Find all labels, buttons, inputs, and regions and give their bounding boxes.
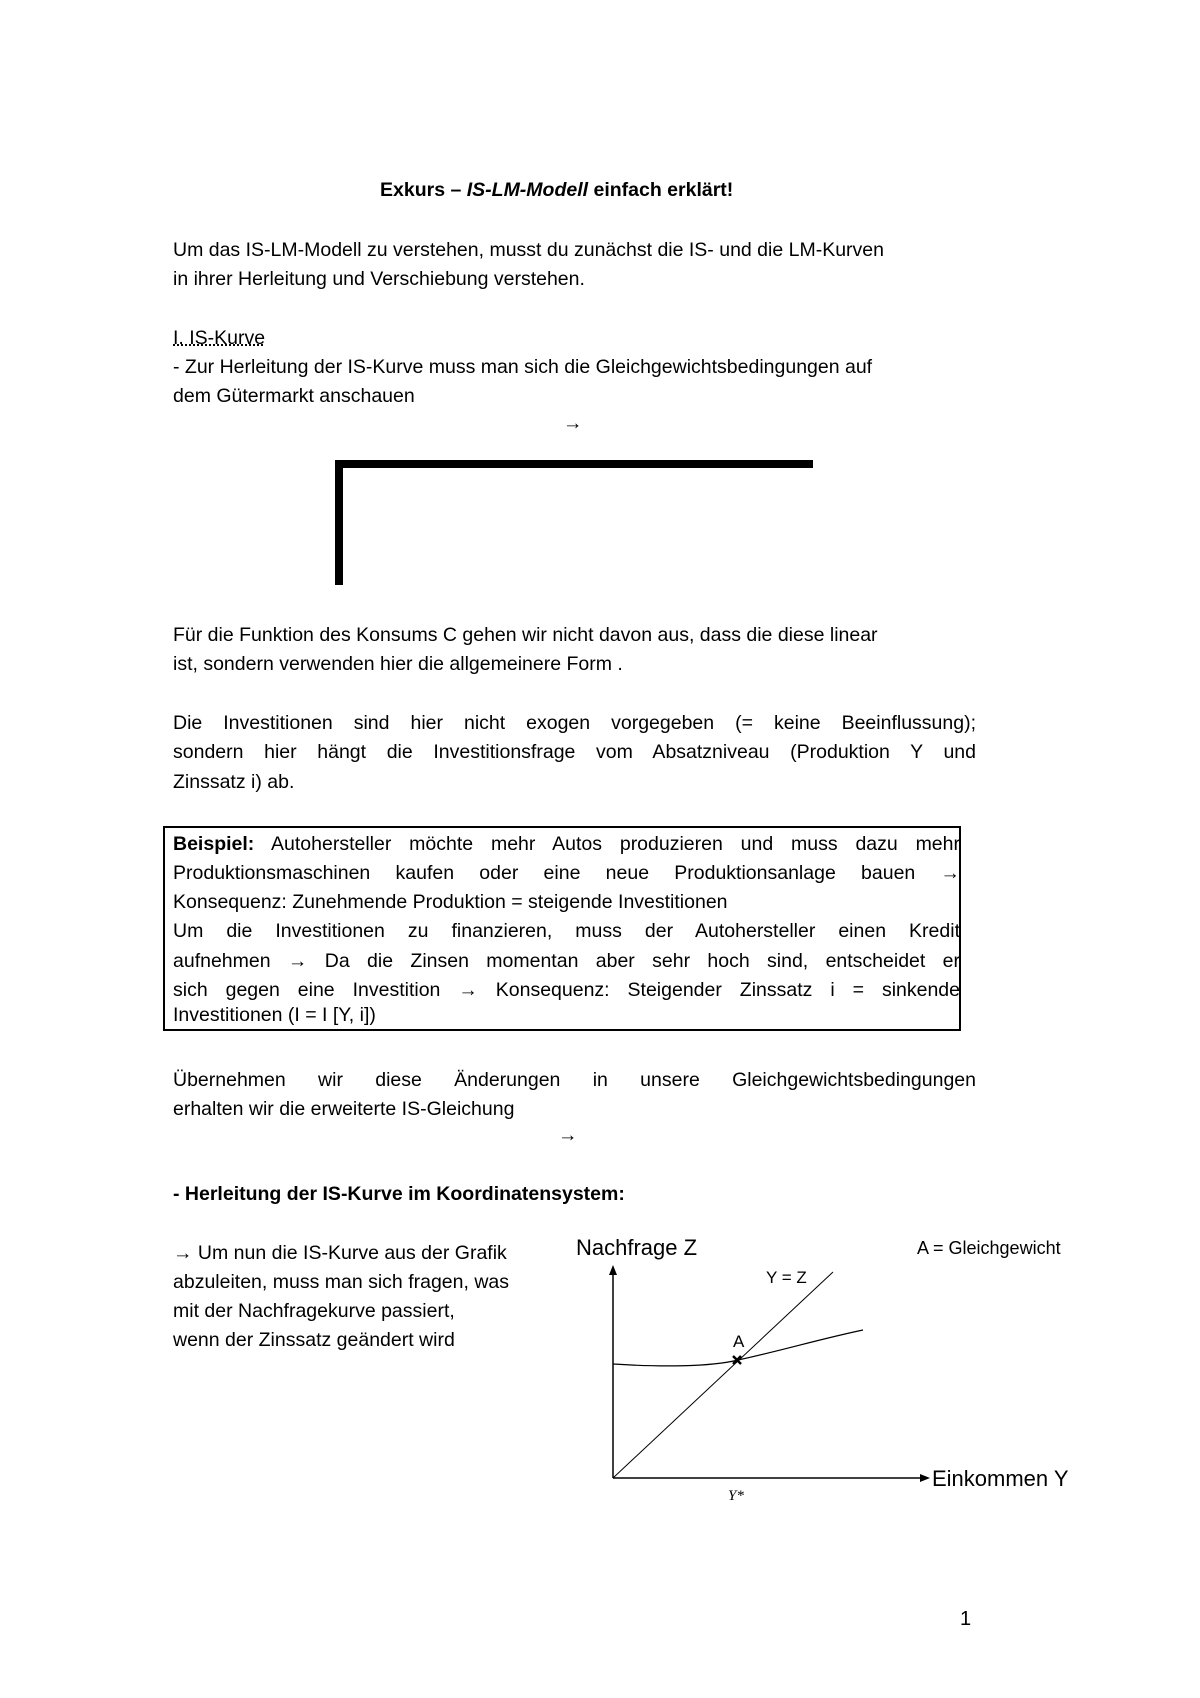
- takeover-line-1: Übernehmen wir diese Änderungen in unsere Gleichgewichtsbedingungen: [173, 1069, 976, 1091]
- section-heading-is-curve: I. IS-Kurve: [173, 327, 266, 349]
- series-label-y-equals-z: Y = Z: [766, 1268, 807, 1287]
- side-text-line-1: → Um nun die IS-Kurve aus der Grafik: [173, 1242, 507, 1264]
- example-line-3: Konsequenz: Zunehmende Produktion = steigende Investitionen: [173, 891, 728, 913]
- side-text-line-3: mit der Nachfragekurve passiert,: [173, 1300, 455, 1322]
- series-line-y-equals-z: [613, 1272, 833, 1478]
- investment-line-2: sondern hier hängt die Investitionsfrage vom Absatzniveau (Produktion Y und: [173, 741, 976, 763]
- arrow-right-icon: →: [563, 412, 583, 434]
- takeover-line-2: erhalten wir die erweiterte IS-Gleichung: [173, 1098, 515, 1120]
- formula-bracket-left: [335, 460, 343, 585]
- example-line-1: Beispiel: Autohersteller möchte mehr Autos produzieren und muss dazu mehr: [173, 833, 960, 855]
- is-chart: [560, 1225, 1100, 1510]
- example-line-6: sich gegen eine Investition → Konsequenz: Steigender Zinssatz i = sinkende: [173, 979, 960, 1001]
- page-number: 1: [960, 1608, 972, 1630]
- arrow-right-icon: →: [558, 1124, 578, 1146]
- consumption-line-2: ist, sondern verwenden hier die allgemeinere Form .: [173, 653, 623, 675]
- example-line-5: aufnehmen → Da die Zinsen momentan aber sehr hoch sind, entscheidet er: [173, 950, 960, 972]
- x-axis-label: Einkommen Y: [932, 1466, 1069, 1491]
- point-label-a: A: [733, 1332, 745, 1351]
- side-text-line-4: wenn der Zinssatz geändert wird: [173, 1329, 455, 1351]
- formula-bracket-top: [335, 460, 813, 468]
- intro-line-2: in ihrer Herleitung und Verschiebung verstehen.: [173, 268, 585, 290]
- investment-line-3: Zinssatz i) ab.: [173, 771, 295, 793]
- intro-line-1: Um das IS-LM-Modell zu verstehen, musst du zunächst die IS- und die LM-Kurven: [173, 239, 884, 261]
- coord-heading: - Herleitung der IS-Kurve im Koordinatensystem:: [173, 1183, 625, 1205]
- example-line-7: Investitionen (I = I [Y, i]): [173, 1004, 376, 1026]
- example-label: Beispiel:: [173, 833, 255, 855]
- x-tick-ystar: Y*: [728, 1488, 744, 1504]
- example-line-4: Um die Investitionen zu finanzieren, muss der Autohersteller einen Kredit: [173, 920, 960, 942]
- legend-note: A = Gleichgewicht: [917, 1238, 1061, 1258]
- y-axis-label: Nachfrage Z: [576, 1235, 698, 1260]
- section1-line-1: - Zur Herleitung der IS-Kurve muss man sich die Gleichgewichtsbedingungen auf: [173, 356, 873, 378]
- example-box: [163, 826, 961, 1031]
- consumption-line-1: Für die Funktion des Konsums C gehen wir nicht davon aus, dass die diese linear: [173, 624, 878, 646]
- example-line-2: Produktionsmaschinen kaufen oder eine neue Produktionsanlage bauen →: [173, 862, 960, 884]
- investment-line-1: Die Investitionen sind hier nicht exogen vorgegeben (= keine Beeinflussung);: [173, 712, 976, 734]
- page-title: Exkurs – IS-LM-Modell einfach erklärt!: [380, 179, 734, 201]
- section1-line-2: dem Gütermarkt anschauen: [173, 385, 415, 407]
- x-axis-arrowhead: [920, 1474, 930, 1482]
- side-text-line-2: abzuleiten, muss man sich fragen, was: [173, 1271, 509, 1293]
- y-axis-arrowhead: [609, 1265, 617, 1275]
